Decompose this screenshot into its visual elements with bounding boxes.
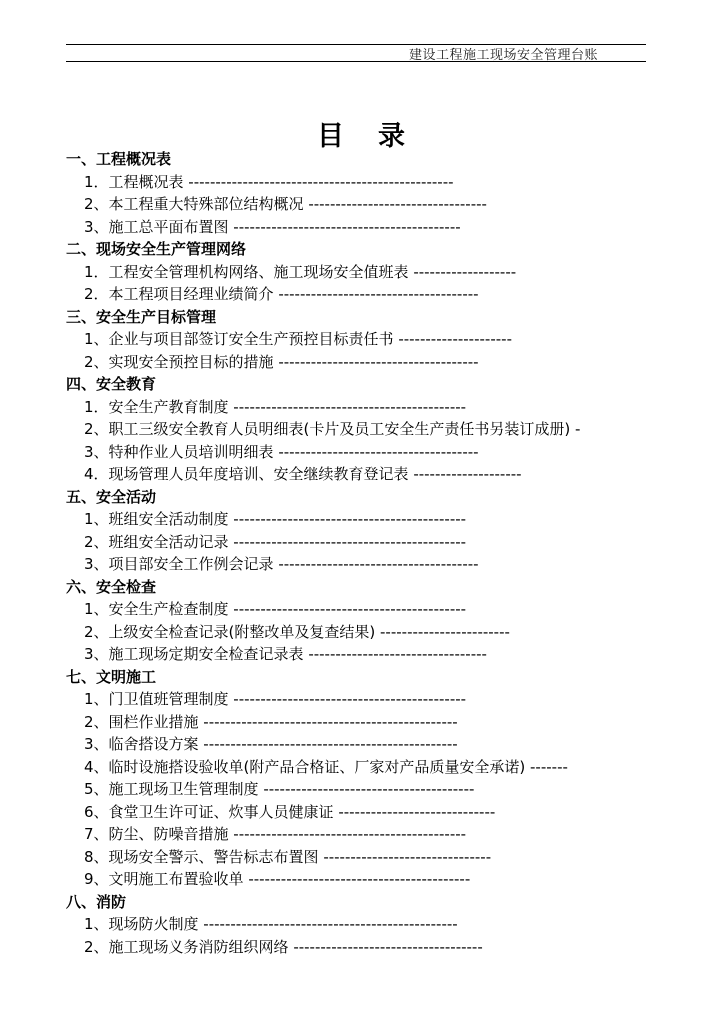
table-of-contents bbox=[66, 148, 666, 958]
toc-entry: 3、施工总平面布置图 ------------------------------------------ bbox=[84, 217, 461, 236]
toc-entry: 3、项目部安全工作例会记录 ------------------------------------- bbox=[84, 555, 479, 573]
toc-entry: 1．安全生产教育制度 ------------------------------------------- bbox=[84, 397, 467, 416]
toc-section-heading: 七、文明施工 bbox=[66, 667, 157, 686]
title-char-2: 录 bbox=[378, 121, 407, 152]
toc-entry: 2、实现安全预控目标的措施 ------------------------------------- bbox=[84, 352, 479, 371]
toc-entry: 3、施工现场定期安全检查记录表 --------------------------------- bbox=[84, 645, 487, 663]
toc-entry: 5、施工现场卫生管理制度 --------------------------------------- bbox=[84, 780, 475, 798]
header-bottom-rule bbox=[66, 61, 646, 62]
toc-section-heading: 五、安全活动 bbox=[66, 487, 157, 506]
toc-entry: 2、施工现场义务消防组织网络 ----------------------------------- bbox=[84, 937, 483, 956]
toc-section-heading: 二、现场安全生产管理网络 bbox=[66, 240, 247, 258]
toc-entry: 6、食堂卫生许可证、炊事人员健康证 ----------------------------- bbox=[84, 802, 496, 821]
running-header: 建设工程施工现场安全管理台账 bbox=[408, 48, 598, 63]
toc-entry: 3、临舍搭设方案 ----------------------------------------------- bbox=[84, 735, 458, 753]
toc-entry: 1、门卫值班管理制度 ------------------------------------------- bbox=[84, 690, 467, 708]
toc-entry: 9、文明施工布置验收单 ----------------------------------------- bbox=[84, 870, 471, 888]
title-char-1: 目 bbox=[317, 121, 346, 152]
toc-entry: 1、企业与项目部签订安全生产预控目标责任书 --------------------- bbox=[84, 330, 512, 348]
toc-entry: 2、上级安全检查记录(附整改单及复查结果) ------------------------ bbox=[84, 622, 510, 641]
toc-entry: 2．本工程项目经理业绩简介 ------------------------------------- bbox=[84, 285, 479, 303]
toc-entry: 4、临时设施搭设验收单(附产品合格证、厂家对产品质量安全承诺) ------- bbox=[84, 757, 568, 776]
toc-entry: 3、特种作业人员培训明细表 ------------------------------------- bbox=[84, 442, 479, 461]
toc-section-heading: 四、安全教育 bbox=[66, 375, 157, 393]
toc-entry: 4．现场管理人员年度培训、安全继续教育登记表 -------------------- bbox=[84, 465, 522, 483]
toc-section-heading: 三、安全生产目标管理 bbox=[66, 307, 217, 326]
toc-entry: 1、班组安全活动制度 ------------------------------------------- bbox=[84, 510, 467, 528]
toc-entry: 7、防尘、防噪音措施 ------------------------------------------- bbox=[84, 825, 467, 843]
toc-entry: 1．工程安全管理机构网络、施工现场安全值班表 ------------------- bbox=[84, 262, 517, 281]
toc-entry: 2、围栏作业措施 ----------------------------------------------- bbox=[84, 712, 458, 731]
toc-entry: 8、现场安全警示、警告标志布置图 ------------------------------- bbox=[84, 847, 492, 866]
toc-section-heading: 六、安全检查 bbox=[66, 577, 157, 596]
toc-entry: 2、职工三级安全教育人员明细表(卡片及员工安全生产责任书另装订成册) - bbox=[84, 420, 581, 438]
toc-entry: 2、本工程重大特殊部位结构概况 --------------------------------- bbox=[84, 195, 487, 213]
toc-section-heading: 一、工程概况表 bbox=[66, 150, 172, 168]
toc-entry: 1、安全生产检查制度 ------------------------------------------- bbox=[84, 600, 467, 618]
toc-entry: 2、班组安全活动记录 ------------------------------------------- bbox=[84, 532, 467, 551]
toc-entry: 1、现场防火制度 ----------------------------------------------- bbox=[84, 915, 458, 933]
toc-section-heading: 八、消防 bbox=[66, 892, 127, 911]
toc-entry: 1．工程概况表 ------------------------------------------------- bbox=[84, 172, 454, 191]
